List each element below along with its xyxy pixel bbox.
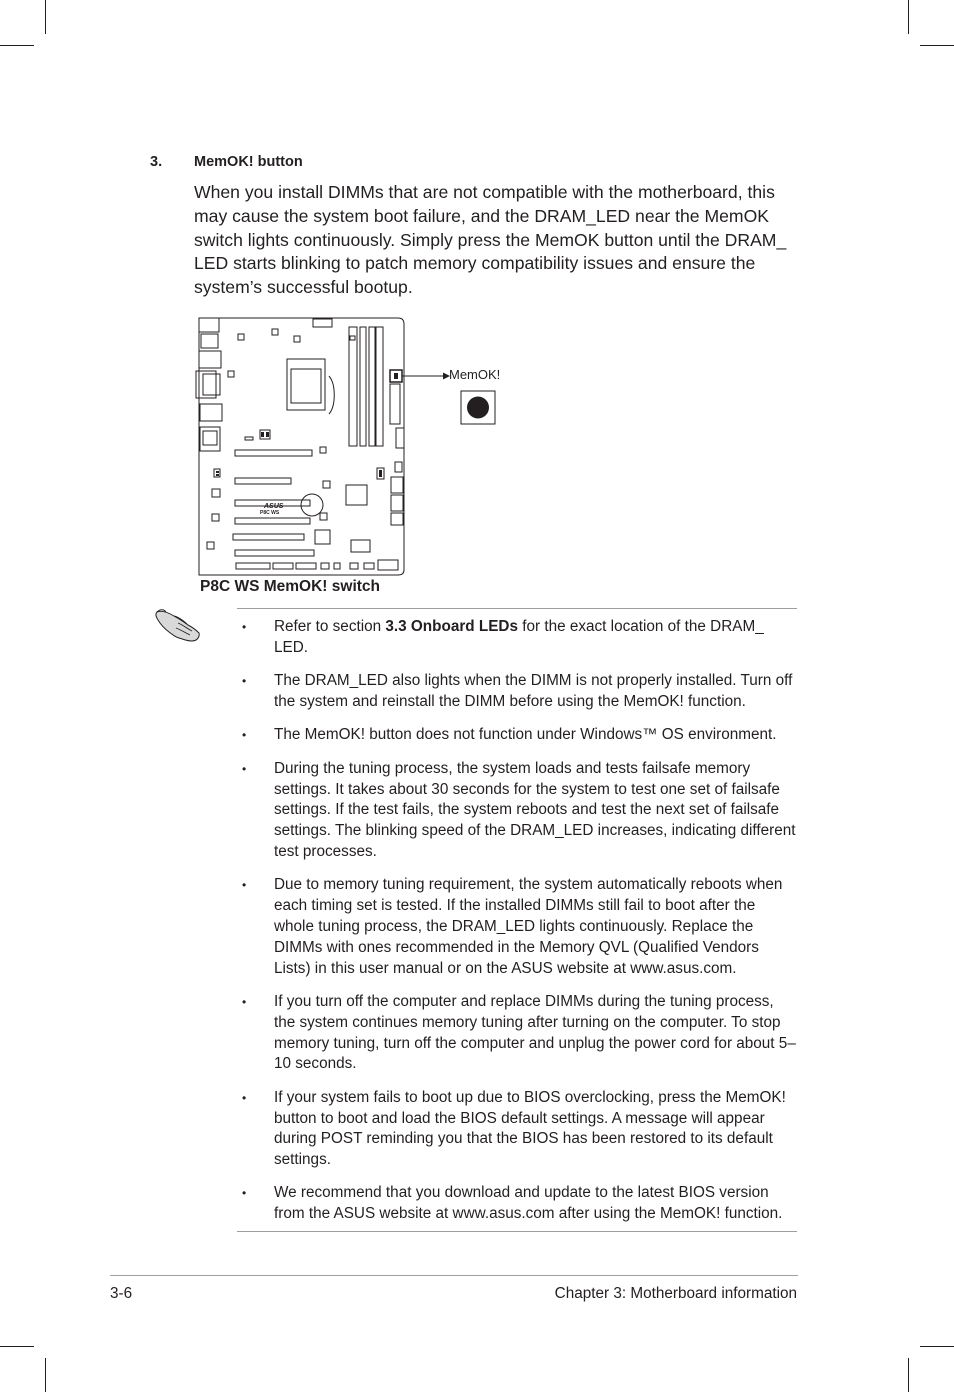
note-item: • The MemOK! button does not function under Windows™ OS environment. — [242, 726, 777, 744]
dimm-slot — [369, 327, 375, 446]
crop-mark — [45, 1358, 46, 1392]
callout-label: MemOK! — [449, 367, 501, 382]
memok-button-cap — [467, 397, 489, 419]
footer-rule — [110, 1275, 798, 1276]
cpu-socket-inner — [291, 369, 321, 403]
motherboard-diagram — [190, 314, 520, 584]
component — [238, 334, 244, 340]
header — [334, 563, 340, 569]
component — [207, 542, 214, 549]
crop-mark — [908, 1358, 909, 1392]
crop-mark — [920, 1346, 954, 1347]
board-brand: ASUS — [264, 503, 284, 510]
note-item: • We recommend that you download and update to the latest BIOS version from the ASUS website at www.asus.com after using the MemOK! function. — [242, 1184, 783, 1223]
header — [296, 563, 316, 569]
cpu-socket — [287, 359, 325, 410]
pcie-slot — [235, 518, 310, 524]
board-model: P8C WS — [260, 510, 280, 516]
chipset — [346, 485, 367, 505]
sata-port — [391, 495, 403, 511]
dimm-slot — [360, 327, 366, 446]
section-number: 3. — [150, 154, 163, 170]
note-item: • Due to memory tuning requirement, the system automatically reboots when each timing set is tested. If the installed DIMMs still fail to boot after the whole tuning process, the DRAM_LED lights continuously. Replace the DIMMs with ones recommended in the Memory QVL (Qualified Vendors Lists) in this user manual or on the ASUS website at www.asus.com. — [242, 876, 783, 977]
intro-paragraph: When you install DIMMs that are not compatible with the motherboard, this may cause the system boot failure, and the DRAM_LED near the MemOK switch lights continuously. Simply press the MemOK button until the DRAM_ LED starts blinking to patch memory compatibility issues and ensure the system’s successful bootup. — [194, 182, 787, 298]
connector — [396, 428, 404, 448]
note-item: • During the tuning process, the system loads and tests failsafe memory settings. It takes about 30 seconds for the system to test one set of failsafe settings. If the test fails, the system reboots and test the next set of failsafe settings. The blinking speed of the DRAM_LED increases, indicating different test processes. — [242, 759, 796, 860]
component — [266, 432, 269, 437]
header — [364, 563, 374, 569]
component — [261, 432, 264, 437]
component — [315, 530, 330, 544]
cmos-battery — [301, 494, 323, 516]
io-port — [200, 404, 222, 421]
note-hand-icon — [154, 606, 202, 644]
pcie-slot — [235, 478, 291, 484]
note-item: • If your system fails to boot up due to BIOS overclocking, press the MemOK! button to boot and load the BIOS default settings. A message will appear during POST reminding you that the BIOS has been restored to its default settings. — [242, 1088, 786, 1169]
crop-mark — [920, 45, 954, 46]
component — [350, 336, 355, 340]
header — [273, 563, 293, 569]
header — [378, 560, 398, 570]
page-number: 3-6 — [110, 1285, 133, 1302]
io-port — [203, 374, 220, 395]
sata-port — [391, 477, 403, 493]
component — [379, 470, 382, 477]
pcie-slot — [235, 550, 314, 556]
pcie-slot — [235, 450, 312, 456]
component — [212, 489, 220, 497]
io-port — [199, 318, 219, 332]
crop-mark — [45, 0, 46, 34]
io-port — [201, 334, 218, 348]
dimm-slot — [349, 327, 357, 446]
component — [272, 329, 278, 335]
crop-mark — [0, 45, 34, 46]
atx12v-connector — [313, 319, 332, 327]
cpu-lever — [329, 376, 334, 414]
component — [351, 540, 370, 552]
connector — [395, 462, 402, 472]
header — [236, 563, 270, 569]
header — [321, 563, 329, 569]
atx-power-connector — [390, 384, 400, 424]
crop-mark — [0, 1346, 34, 1347]
component — [228, 371, 234, 377]
component — [394, 373, 398, 379]
component — [320, 513, 327, 520]
io-port — [203, 431, 217, 445]
component — [323, 481, 330, 488]
component — [216, 474, 219, 476]
component — [212, 514, 219, 521]
header — [350, 563, 358, 569]
pcie-slot — [233, 534, 304, 540]
component — [245, 437, 253, 440]
note-item: • If you turn off the computer and replace DIMMs during the tuning process, the system continues memory tuning after turning on the computer. To stop memory tuning, turn off the computer and unplug the power cord for about 5–10 seconds. — [242, 992, 796, 1073]
note-item: • Refer to section 3.3 Onboard LEDs for the exact location of the DRAM_ LED. — [242, 618, 764, 656]
component — [294, 336, 300, 342]
section-reference: 3.3 Onboard LEDs — [385, 618, 518, 635]
dimm-slot — [376, 327, 383, 446]
figure-caption: P8C WS MemOK! switch — [200, 578, 380, 595]
chapter-title: Chapter 3: Motherboard information — [554, 1285, 797, 1302]
note-item: • The DRAM_LED also lights when the DIMM is not properly installed. Turn off the system and reinstall the DIMM before using the MemOK! function. — [242, 672, 793, 710]
component — [216, 471, 219, 473]
crop-mark — [908, 0, 909, 34]
component — [320, 447, 326, 453]
note-top-rule — [237, 608, 797, 609]
io-port — [199, 351, 221, 368]
sata-port — [391, 513, 403, 525]
notes-list — [237, 617, 799, 1238]
note-bottom-rule — [237, 1231, 797, 1232]
section-title: MemOK! button — [194, 154, 303, 170]
